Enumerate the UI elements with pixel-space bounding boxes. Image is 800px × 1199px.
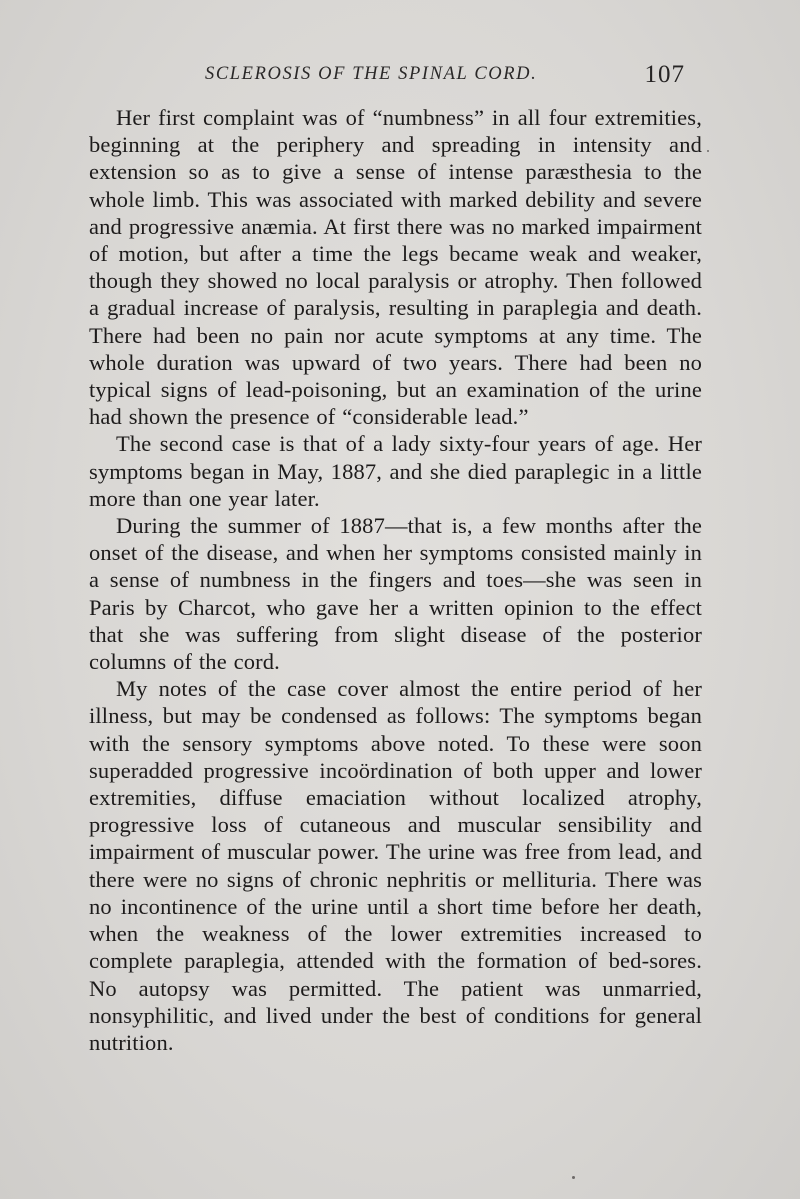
paper-speck	[572, 1176, 575, 1179]
body-text	[89, 104, 702, 1056]
page-header	[205, 61, 685, 94]
paragraph: Her first complaint was of “numbness” in all four extremities, beginning at the periphery and spreading in intensity and extension so as to give a sense of intense paræsthesia to the whole limb. This was associated with marked debility and severe and progressive anæmia. At first there was no marked impairment of motion, but after a time the legs became weak and weaker, though they showed no local paralysis or atrophy. Then followed a gradual increase of paralysis, resulting in paraplegia and death. There had been no pain nor acute symptoms at any time. The whole duration was upward of two years. There had been no typical signs of lead-poisoning, but an examination of the urine had shown the presence of “considerable lead.”	[89, 105, 702, 430]
paragraph: During the summer of 1887—that is, a few months after the onset of the disease, and when her symptoms consisted mainly in a sense of numbness in the fingers and toes—she was seen in Paris by Charcot, who gave her a written opinion to the effect that she was suffering from slight disease of the posterior columns of the cord.	[89, 513, 702, 675]
running-title: SCLEROSIS OF THE SPINAL CORD.	[205, 64, 538, 84]
paragraph: My notes of the case cover almost the entire period of her illness, but may be condensed as follows: The symptoms began with the sensory symptoms above noted. To these were soon superadded progressive incoördination of both upper and lower extremities, diffuse emaciation without localized atrophy, progressive loss of cutaneous and muscular sensibility and impairment of muscular power. The urine was free from lead, and there were no signs of chronic nephritis or mellituria. There was no incontinence of the urine until a short time before her death, when the weakness of the lower extremities increased to complete paraplegia, attended with the formation of bed-sores. No autopsy was permitted. The patient was unmarried, nonsyphilitic, and lived under the best of conditions for general nutrition.	[89, 676, 702, 1055]
page-number: 107	[644, 61, 685, 88]
paragraph: The second case is that of a lady sixty-four years of age. Her symptoms began in May, 1887, and she died paraplegic in a little more than one year later.	[89, 431, 702, 511]
paper-speck	[707, 150, 709, 152]
